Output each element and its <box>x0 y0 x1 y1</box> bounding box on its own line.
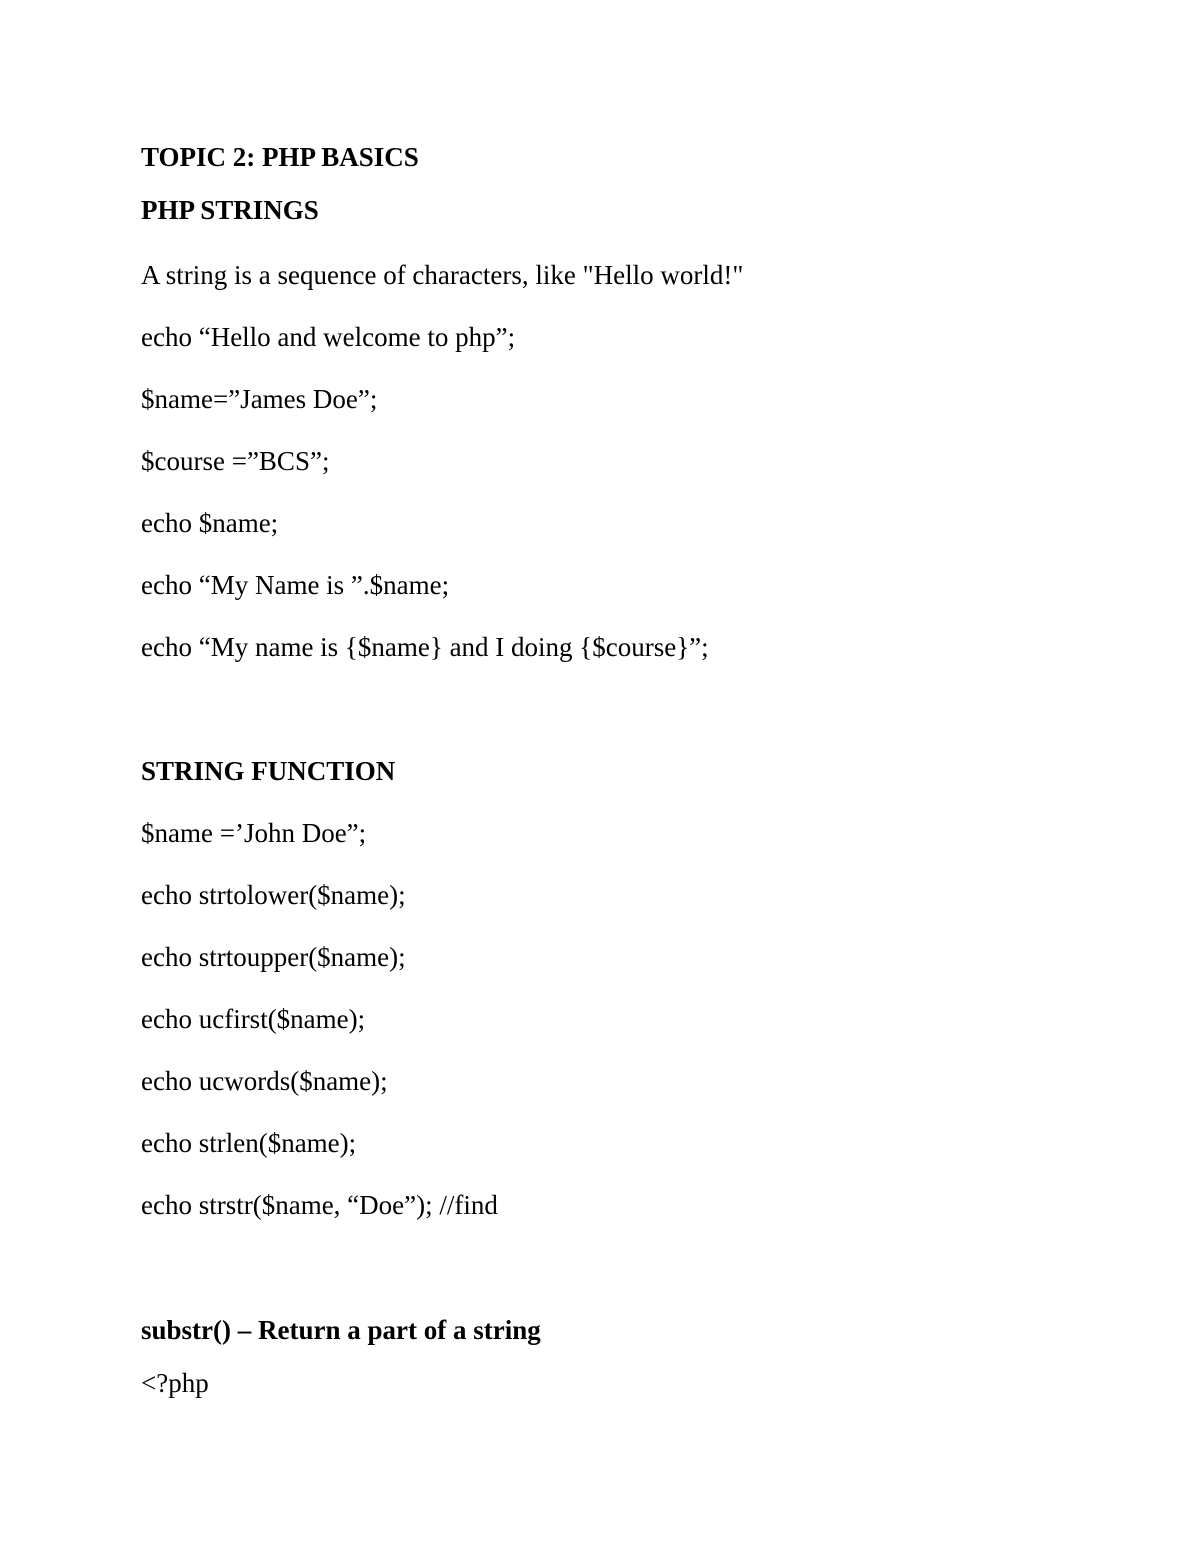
php-strings-heading: PHP STRINGS <box>141 195 319 225</box>
code-line: echo $name; <box>141 508 279 538</box>
code-line: echo “My Name is ”.$name; <box>141 570 450 600</box>
code-line: echo strtolower($name); <box>141 880 406 910</box>
code-line: $course =”BCS”; <box>141 446 330 476</box>
code-line: echo “Hello and welcome to php”; <box>141 322 516 352</box>
code-line: $name=”James Doe”; <box>141 384 378 414</box>
code-line: echo strstr($name, “Doe”); //find <box>141 1190 498 1220</box>
topic-heading: TOPIC 2: PHP BASICS <box>141 142 419 172</box>
code-line: echo strtoupper($name); <box>141 942 406 972</box>
code-line: echo ucwords($name); <box>141 1066 388 1096</box>
code-line: echo ucfirst($name); <box>141 1004 366 1034</box>
code-line: <?php <box>141 1368 209 1398</box>
code-line: echo “My name is {$name} and I doing {$course}”; <box>141 632 709 662</box>
string-function-heading: STRING FUNCTION <box>141 756 396 786</box>
string-description: A string is a sequence of characters, like "Hello world!" <box>141 260 744 290</box>
code-line: echo strlen($name); <box>141 1128 357 1158</box>
code-line: $name =’John Doe”; <box>141 818 367 848</box>
substr-heading: substr() – Return a part of a string <box>141 1315 541 1345</box>
